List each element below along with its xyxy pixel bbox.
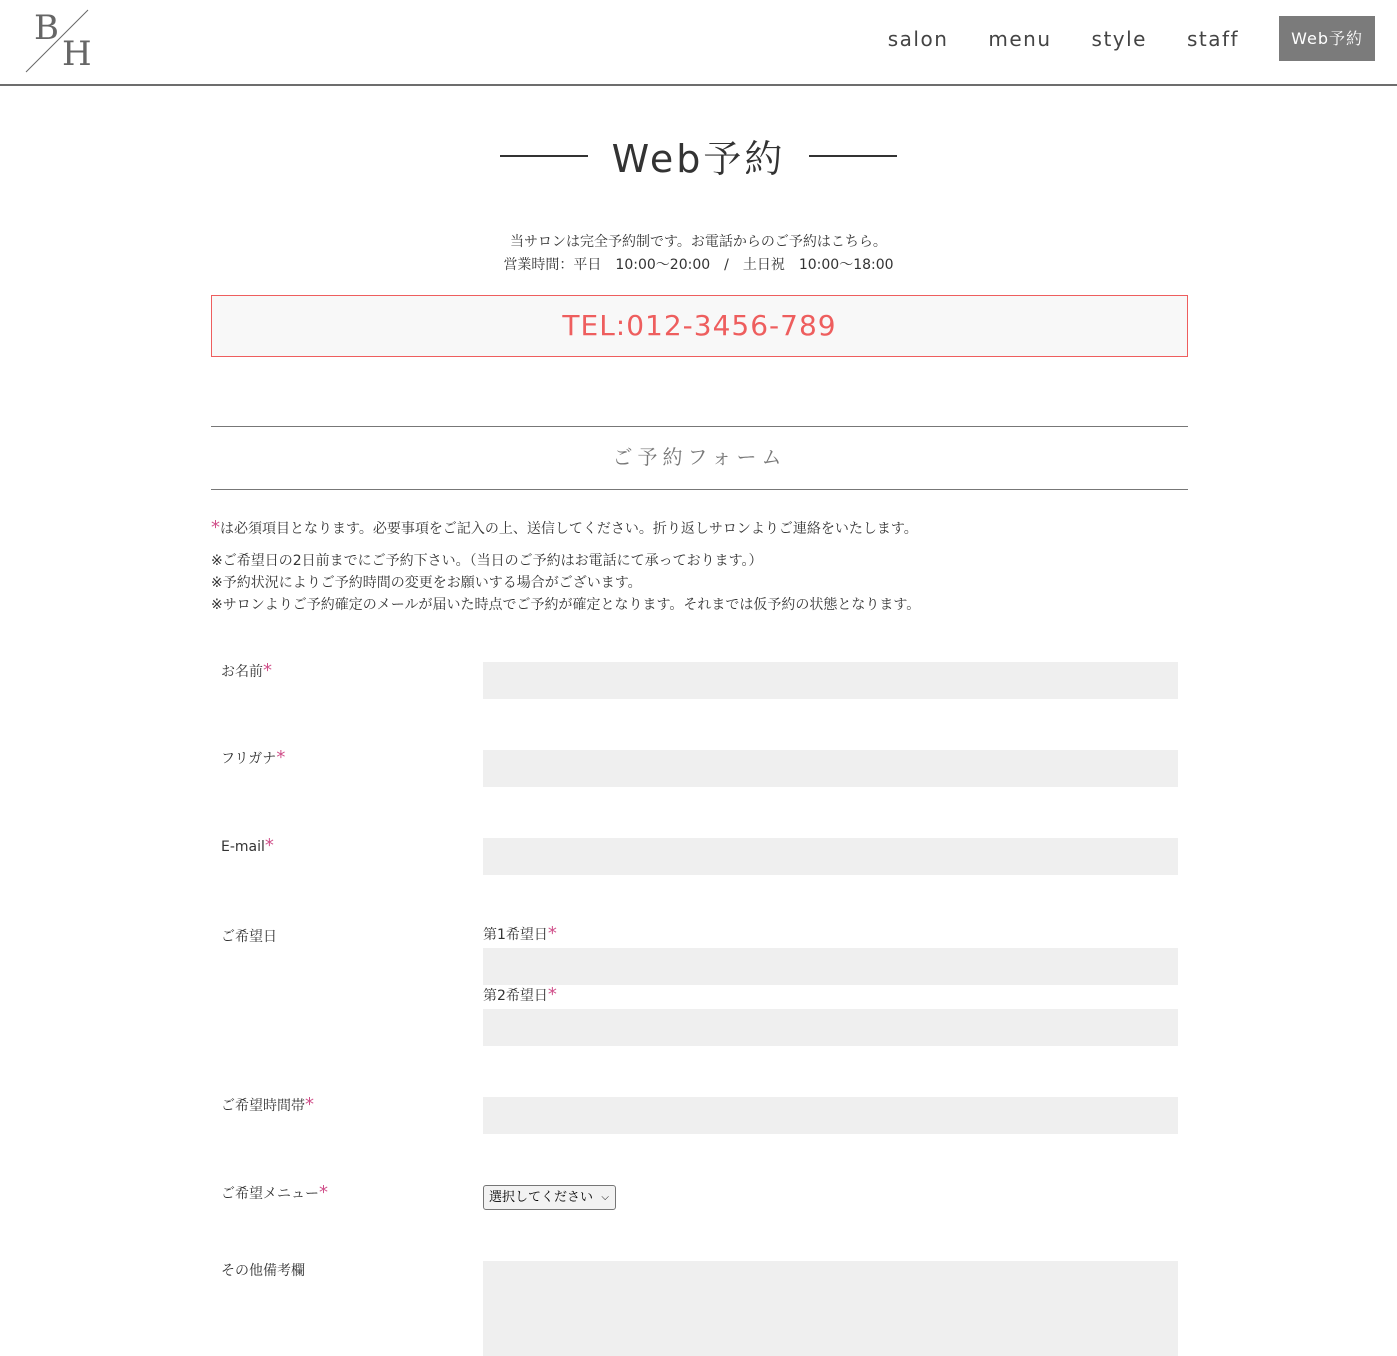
date-label-text: ご希望日 <box>221 929 277 945</box>
date-label <box>221 926 277 946</box>
required-star-icon: * <box>305 1094 314 1115</box>
nav-style[interactable]: style <box>1091 26 1147 51</box>
other-textarea[interactable] <box>483 1261 1178 1356</box>
tel-box[interactable] <box>211 295 1188 357</box>
date1-input[interactable] <box>483 948 1178 985</box>
tel-number[interactable]: TEL:012-3456-789 <box>562 309 837 342</box>
logo-letter-h: H <box>62 34 92 74</box>
required-note <box>211 517 918 540</box>
page-title <box>0 128 1397 183</box>
date1-label <box>483 923 557 944</box>
date1-label-text: 第1希望日 <box>483 927 548 943</box>
furigana-input[interactable] <box>483 750 1178 787</box>
note-line-2: ※予約状況によりご予約時間の変更をお願いする場合がございます。 <box>211 575 642 591</box>
logo-letter-b: B <box>34 8 59 48</box>
note-line-1: ※ご希望日の2日前までにご予約下さい。（当日のご予約はお電話にて承っております。） <box>211 553 763 569</box>
name-input[interactable] <box>483 662 1178 699</box>
main-nav <box>888 16 1375 61</box>
nav-staff[interactable]: staff <box>1187 26 1240 51</box>
form-notes <box>211 550 920 616</box>
name-label-text: お名前 <box>221 664 263 680</box>
email-label-text: E-mail <box>221 839 265 855</box>
time-input[interactable] <box>483 1097 1178 1134</box>
time-label <box>221 1094 314 1115</box>
intro-text <box>0 231 1397 277</box>
furigana-label <box>221 747 285 768</box>
menu-label-text: ご希望メニュー <box>221 1186 319 1202</box>
title-left-rule <box>500 155 588 157</box>
menu-label <box>221 1182 328 1203</box>
required-star-icon: * <box>211 517 220 538</box>
date2-input[interactable] <box>483 1009 1178 1046</box>
nav-salon[interactable]: salon <box>887 26 949 51</box>
site-header <box>0 0 1397 86</box>
other-label <box>221 1260 305 1280</box>
other-label-text: その他備考欄 <box>221 1263 305 1279</box>
date2-label <box>483 984 557 1005</box>
date2-label-text: 第2希望日 <box>483 988 548 1004</box>
required-star-icon: * <box>276 747 286 768</box>
title-right-rule <box>809 155 897 157</box>
email-label <box>221 835 274 856</box>
name-label <box>221 660 272 681</box>
furigana-label-text: フリガナ <box>221 751 277 767</box>
required-star-icon: * <box>319 1182 328 1203</box>
required-star-icon: * <box>547 984 557 1005</box>
web-reserve-button[interactable]: Web予約 <box>1279 16 1375 61</box>
time-label-text: ご希望時間帯 <box>221 1098 305 1114</box>
menu-select[interactable] <box>483 1185 616 1210</box>
required-star-icon: * <box>547 923 557 944</box>
nav-menu[interactable]: menu <box>988 26 1052 51</box>
required-star-icon: * <box>264 835 274 856</box>
required-note-text: は必須項目となります。必要事項をご記入の上、送信してください。折り返しサロンよりご連絡をいたします。 <box>220 521 918 537</box>
business-hours: 営業時間：平日 10:00〜20:00 / 土日祝 10:00〜18:00 <box>503 257 894 273</box>
chevron-down-icon: ⌵ <box>601 1192 609 1203</box>
note-line-3: ※サロンよりご予約確定のメールが届いた時点でご予約が確定となります。それまでは仮予約の状態となります。 <box>211 597 921 613</box>
required-star-icon: * <box>263 660 272 681</box>
site-logo[interactable] <box>24 8 92 74</box>
email-input[interactable] <box>483 838 1178 875</box>
intro-line-1: 当サロンは完全予約制です。お電話からのご予約はこちら。 <box>510 234 887 250</box>
menu-select-value: 選択してください <box>489 1190 594 1205</box>
page-title-text: Web予約 <box>611 137 786 181</box>
form-heading: ご予約フォーム <box>211 426 1188 490</box>
